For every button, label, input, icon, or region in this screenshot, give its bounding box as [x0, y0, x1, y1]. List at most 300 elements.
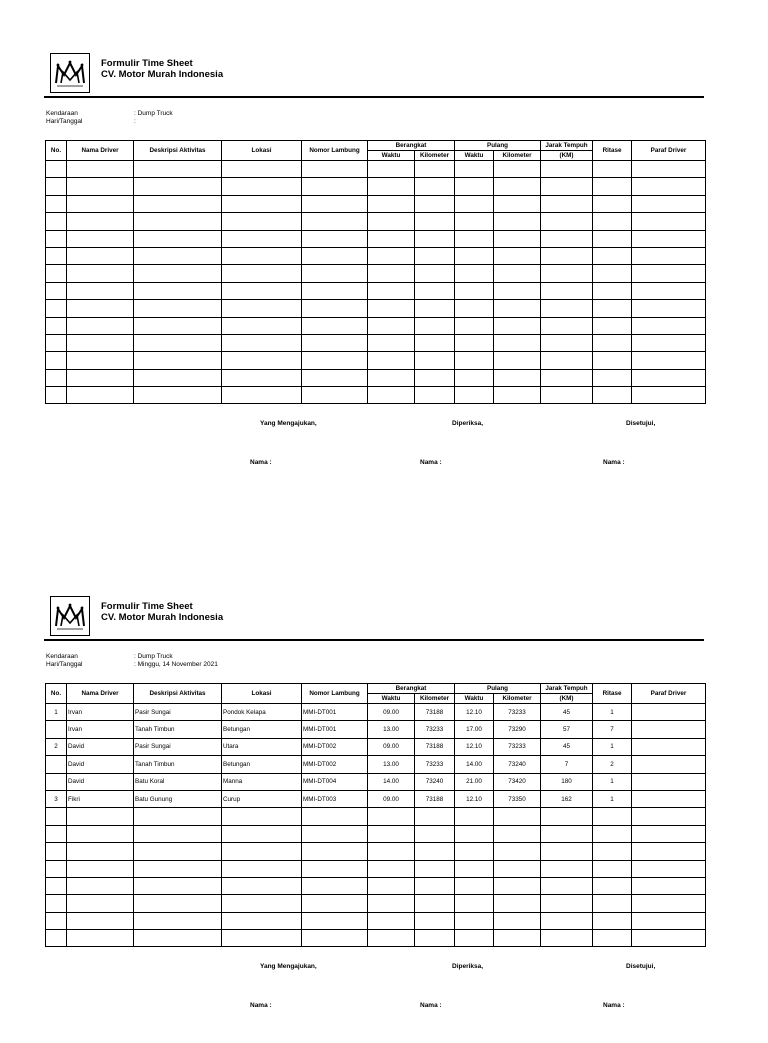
- cell-ritase: 1: [593, 773, 632, 790]
- cell-driver-signature: [632, 247, 706, 264]
- cell-departure-km: [415, 352, 455, 369]
- cell-departure-time: [368, 895, 415, 912]
- cell-driver: Fikri: [67, 790, 134, 807]
- cell-departure-km: [415, 178, 455, 195]
- cell-departure-time: [368, 195, 415, 212]
- header-return-km: Kilometer: [494, 694, 541, 704]
- cell-no: [46, 895, 67, 912]
- cell-departure-km: [415, 317, 455, 334]
- company-logo: [50, 53, 90, 93]
- table-row: [46, 877, 706, 894]
- timesheet-table: [45, 140, 706, 404]
- header-driver: Nama Driver: [67, 684, 134, 704]
- cell-ritase: [593, 334, 632, 351]
- cell-return-km: [494, 860, 541, 877]
- cell-location: [222, 369, 302, 386]
- cell-no: [46, 877, 67, 894]
- checker-name-field: Nama :: [420, 459, 442, 466]
- cell-description: [134, 213, 222, 230]
- form-title-block: [101, 58, 223, 80]
- cell-departure-time: [368, 860, 415, 877]
- header-no: No.: [46, 684, 67, 704]
- cell-description: [134, 178, 222, 195]
- cell-departure-km: [415, 843, 455, 860]
- cell-departure-time: [368, 808, 415, 825]
- company-name: CV. Motor Murah Indonesia: [101, 612, 224, 623]
- timesheet-body: [46, 161, 706, 404]
- cell-ritase: [593, 808, 632, 825]
- cell-location: [222, 317, 302, 334]
- cell-ritase: [593, 265, 632, 282]
- cell-return-km: [494, 265, 541, 282]
- cell-ritase: [593, 195, 632, 212]
- cell-return-time: [455, 895, 494, 912]
- cell-hull-number: [302, 930, 368, 947]
- cell-location: [222, 860, 302, 877]
- header-return: Pulang: [455, 141, 541, 151]
- header-location: Lokasi: [222, 684, 302, 704]
- timesheet-form-filled: [0, 543, 768, 1043]
- cell-return-km: [494, 230, 541, 247]
- cell-distance: [541, 300, 593, 317]
- cell-no: [46, 387, 67, 404]
- cell-departure-time: [368, 825, 415, 842]
- cell-hull-number: [302, 808, 368, 825]
- cell-ritase: [593, 387, 632, 404]
- cell-hull-number: [302, 352, 368, 369]
- cell-driver-signature: [632, 230, 706, 247]
- cell-driver-signature: [632, 265, 706, 282]
- cell-return-time: [455, 247, 494, 264]
- cell-departure-time: [368, 369, 415, 386]
- cell-ritase: [593, 317, 632, 334]
- cell-departure-time: [368, 213, 415, 230]
- cell-distance: [541, 930, 593, 947]
- cell-driver: [67, 195, 134, 212]
- cell-departure-time: [368, 843, 415, 860]
- cell-driver-signature: [632, 825, 706, 842]
- cell-return-km: [494, 808, 541, 825]
- cell-departure-time: [368, 265, 415, 282]
- vehicle-value: : Dump Truck: [134, 653, 173, 660]
- approver-name-field: Nama :: [603, 1002, 625, 1009]
- signature-approver: Disetujui,: [626, 963, 656, 970]
- cell-driver-signature: [632, 300, 706, 317]
- cell-driver: [67, 352, 134, 369]
- cell-driver: [67, 334, 134, 351]
- signature-submitter: Yang Mengajukan,: [260, 420, 317, 427]
- cell-no: [46, 195, 67, 212]
- cell-distance: 57: [541, 721, 593, 738]
- cell-return-km: [494, 387, 541, 404]
- cell-departure-time: 09.00: [368, 790, 415, 807]
- cell-description: [134, 230, 222, 247]
- table-row: [46, 756, 706, 773]
- cell-hull-number: MMI-DT001: [302, 721, 368, 738]
- form-meta: [46, 653, 218, 669]
- crown-mm-icon: [51, 597, 89, 635]
- cell-return-time: 21.00: [455, 773, 494, 790]
- cell-location: Betungan: [222, 721, 302, 738]
- cell-driver-signature: [632, 860, 706, 877]
- cell-ritase: 1: [593, 738, 632, 755]
- cell-description: [134, 300, 222, 317]
- cell-ritase: [593, 161, 632, 178]
- cell-return-km: [494, 930, 541, 947]
- cell-location: [222, 213, 302, 230]
- cell-distance: [541, 317, 593, 334]
- cell-hull-number: [302, 195, 368, 212]
- cell-distance: 45: [541, 704, 593, 721]
- cell-ritase: [593, 282, 632, 299]
- cell-driver-signature: [632, 721, 706, 738]
- cell-driver-signature: [632, 895, 706, 912]
- header-return-time: Waktu: [455, 694, 494, 704]
- cell-driver: [67, 230, 134, 247]
- header-departure-time: Waktu: [368, 694, 415, 704]
- cell-driver-signature: [632, 195, 706, 212]
- table-row: [46, 369, 706, 386]
- cell-return-time: [455, 843, 494, 860]
- cell-return-km: [494, 334, 541, 351]
- cell-distance: [541, 808, 593, 825]
- cell-departure-time: [368, 300, 415, 317]
- cell-hull-number: [302, 161, 368, 178]
- cell-departure-km: [415, 825, 455, 842]
- signature-approver: Disetujui,: [626, 420, 656, 427]
- cell-distance: [541, 912, 593, 929]
- cell-no: [46, 721, 67, 738]
- header-divider: [44, 96, 704, 98]
- cell-description: Pasir Sungai: [134, 738, 222, 755]
- cell-description: [134, 843, 222, 860]
- vehicle-label: Kendaraan: [46, 110, 78, 117]
- table-row: [46, 282, 706, 299]
- cell-description: Pasir Sungai: [134, 704, 222, 721]
- cell-return-time: [455, 213, 494, 230]
- table-row: [46, 773, 706, 790]
- cell-location: [222, 265, 302, 282]
- table-row: [46, 808, 706, 825]
- cell-departure-km: [415, 161, 455, 178]
- cell-distance: [541, 387, 593, 404]
- cell-return-time: [455, 860, 494, 877]
- cell-driver: [67, 877, 134, 894]
- cell-return-km: [494, 825, 541, 842]
- header-departure-km: Kilometer: [415, 694, 455, 704]
- cell-return-km: 73233: [494, 738, 541, 755]
- cell-return-time: 12.10: [455, 704, 494, 721]
- header-return-km: Kilometer: [494, 151, 541, 161]
- cell-departure-time: 09.00: [368, 738, 415, 755]
- cell-departure-km: [415, 265, 455, 282]
- cell-description: [134, 282, 222, 299]
- cell-location: [222, 825, 302, 842]
- cell-distance: [541, 825, 593, 842]
- cell-driver: [67, 860, 134, 877]
- header-driver-signature: Paraf Driver: [632, 141, 706, 161]
- cell-location: [222, 843, 302, 860]
- cell-return-time: [455, 912, 494, 929]
- cell-departure-km: 73233: [415, 756, 455, 773]
- table-row: [46, 178, 706, 195]
- cell-departure-time: [368, 247, 415, 264]
- crown-mm-icon: [51, 54, 89, 92]
- cell-no: 1: [46, 704, 67, 721]
- cell-hull-number: [302, 895, 368, 912]
- cell-driver-signature: [632, 704, 706, 721]
- cell-location: [222, 877, 302, 894]
- cell-return-km: [494, 912, 541, 929]
- cell-location: [222, 895, 302, 912]
- cell-departure-time: [368, 387, 415, 404]
- cell-driver-signature: [632, 161, 706, 178]
- cell-hull-number: [302, 282, 368, 299]
- table-row: [46, 721, 706, 738]
- table-row: [46, 300, 706, 317]
- cell-ritase: [593, 352, 632, 369]
- cell-no: [46, 247, 67, 264]
- cell-hull-number: [302, 877, 368, 894]
- table-row: [46, 912, 706, 929]
- cell-no: [46, 773, 67, 790]
- cell-departure-km: 73188: [415, 790, 455, 807]
- cell-driver: [67, 912, 134, 929]
- cell-return-km: 73350: [494, 790, 541, 807]
- timesheet-form-blank: [0, 0, 768, 500]
- header-return-time: Waktu: [455, 151, 494, 161]
- cell-return-km: [494, 877, 541, 894]
- header-hull-number: Nomor Lambung: [302, 141, 368, 161]
- cell-ritase: [593, 213, 632, 230]
- cell-distance: [541, 895, 593, 912]
- form-meta: [46, 110, 173, 126]
- cell-description: [134, 808, 222, 825]
- cell-departure-time: 09.00: [368, 704, 415, 721]
- cell-driver: [67, 178, 134, 195]
- cell-hull-number: [302, 300, 368, 317]
- cell-ritase: [593, 895, 632, 912]
- cell-hull-number: [302, 369, 368, 386]
- cell-return-time: [455, 178, 494, 195]
- cell-description: Batu Koral: [134, 773, 222, 790]
- table-row: [46, 704, 706, 721]
- signature-checker: Diperiksa,: [452, 963, 484, 970]
- cell-ritase: [593, 369, 632, 386]
- cell-ritase: [593, 860, 632, 877]
- cell-no: [46, 334, 67, 351]
- company-logo: [50, 596, 90, 636]
- cell-location: [222, 808, 302, 825]
- cell-departure-time: [368, 930, 415, 947]
- cell-description: [134, 877, 222, 894]
- cell-driver: David: [67, 773, 134, 790]
- date-value: : Minggu, 14 November 2021: [134, 661, 218, 668]
- cell-distance: [541, 282, 593, 299]
- header-ritase: Ritase: [593, 141, 632, 161]
- cell-hull-number: MMI-DT004: [302, 773, 368, 790]
- cell-distance: 7: [541, 756, 593, 773]
- table-row: [46, 387, 706, 404]
- table-row: [46, 265, 706, 282]
- header-location: Lokasi: [222, 141, 302, 161]
- cell-departure-time: [368, 282, 415, 299]
- cell-driver: [67, 247, 134, 264]
- cell-departure-time: [368, 912, 415, 929]
- cell-no: [46, 808, 67, 825]
- cell-distance: [541, 213, 593, 230]
- cell-return-km: [494, 300, 541, 317]
- table-row: [46, 825, 706, 842]
- cell-return-time: [455, 808, 494, 825]
- cell-driver-signature: [632, 352, 706, 369]
- cell-driver: [67, 213, 134, 230]
- cell-hull-number: [302, 317, 368, 334]
- cell-return-km: 73233: [494, 704, 541, 721]
- cell-location: [222, 230, 302, 247]
- table-row: [46, 213, 706, 230]
- cell-hull-number: [302, 843, 368, 860]
- header-description: Deskripsi Aktivitas: [134, 141, 222, 161]
- cell-description: [134, 195, 222, 212]
- date-label: Hari/Tanggal: [46, 661, 83, 668]
- cell-no: [46, 300, 67, 317]
- header-no: No.: [46, 141, 67, 161]
- cell-ritase: 1: [593, 790, 632, 807]
- cell-distance: [541, 195, 593, 212]
- cell-return-km: 73240: [494, 756, 541, 773]
- form-title-block: [101, 601, 223, 623]
- cell-location: [222, 387, 302, 404]
- cell-return-km: 73290: [494, 721, 541, 738]
- cell-return-km: [494, 247, 541, 264]
- cell-driver: [67, 282, 134, 299]
- table-row: [46, 930, 706, 947]
- cell-location: [222, 352, 302, 369]
- header-distance: Jarak Tempuh: [541, 141, 593, 151]
- form-title: Formulir Time Sheet: [101, 58, 193, 69]
- cell-no: [46, 930, 67, 947]
- cell-description: [134, 912, 222, 929]
- cell-return-time: 12.10: [455, 790, 494, 807]
- cell-departure-time: [368, 877, 415, 894]
- cell-departure-km: [415, 300, 455, 317]
- cell-hull-number: [302, 265, 368, 282]
- cell-no: [46, 860, 67, 877]
- cell-distance: [541, 877, 593, 894]
- cell-hull-number: [302, 825, 368, 842]
- cell-no: [46, 352, 67, 369]
- cell-return-km: 73420: [494, 773, 541, 790]
- cell-ritase: [593, 877, 632, 894]
- cell-departure-time: [368, 178, 415, 195]
- cell-driver-signature: [632, 773, 706, 790]
- header-driver: Nama Driver: [67, 141, 134, 161]
- cell-distance: [541, 843, 593, 860]
- table-row: [46, 352, 706, 369]
- cell-hull-number: [302, 178, 368, 195]
- cell-description: Batu Gunung: [134, 790, 222, 807]
- cell-driver-signature: [632, 317, 706, 334]
- cell-hull-number: MMI-DT002: [302, 738, 368, 755]
- cell-distance: [541, 178, 593, 195]
- cell-hull-number: MMI-DT003: [302, 790, 368, 807]
- date-label: Hari/Tanggal: [46, 118, 83, 125]
- checker-name-field: Nama :: [420, 1002, 442, 1009]
- table-row: [46, 230, 706, 247]
- cell-no: [46, 178, 67, 195]
- company-name: CV. Motor Murah Indonesia: [101, 69, 224, 80]
- cell-hull-number: [302, 213, 368, 230]
- cell-driver: David: [67, 738, 134, 755]
- cell-driver-signature: [632, 790, 706, 807]
- cell-return-time: 12.10: [455, 738, 494, 755]
- cell-driver: [67, 265, 134, 282]
- header-return: Pulang: [455, 684, 541, 694]
- header-departure-km: Kilometer: [415, 151, 455, 161]
- cell-hull-number: [302, 230, 368, 247]
- cell-location: Pondok Kelapa: [222, 704, 302, 721]
- cell-return-km: [494, 213, 541, 230]
- cell-description: [134, 895, 222, 912]
- cell-no: [46, 230, 67, 247]
- header-ritase: Ritase: [593, 684, 632, 704]
- timesheet-table: [45, 683, 706, 947]
- cell-ritase: [593, 930, 632, 947]
- cell-return-time: [455, 334, 494, 351]
- cell-departure-km: [415, 860, 455, 877]
- cell-return-time: [455, 317, 494, 334]
- cell-hull-number: [302, 334, 368, 351]
- cell-driver-signature: [632, 808, 706, 825]
- cell-departure-time: [368, 334, 415, 351]
- cell-driver-signature: [632, 369, 706, 386]
- cell-location: [222, 282, 302, 299]
- cell-return-km: [494, 843, 541, 860]
- cell-hull-number: [302, 912, 368, 929]
- cell-return-time: [455, 282, 494, 299]
- cell-departure-time: [368, 352, 415, 369]
- cell-description: [134, 161, 222, 178]
- table-row: [46, 334, 706, 351]
- cell-driver-signature: [632, 738, 706, 755]
- cell-return-time: [455, 387, 494, 404]
- cell-location: Curup: [222, 790, 302, 807]
- cell-no: [46, 756, 67, 773]
- cell-departure-km: 73188: [415, 704, 455, 721]
- cell-no: [46, 369, 67, 386]
- header-driver-signature: Paraf Driver: [632, 684, 706, 704]
- cell-no: [46, 161, 67, 178]
- cell-ritase: [593, 247, 632, 264]
- header-distance-unit: (KM): [541, 694, 593, 704]
- cell-description: [134, 825, 222, 842]
- table-row: [46, 738, 706, 755]
- cell-hull-number: [302, 247, 368, 264]
- cell-driver: [67, 895, 134, 912]
- cell-no: [46, 213, 67, 230]
- header-description: Deskripsi Aktivitas: [134, 684, 222, 704]
- cell-hull-number: [302, 387, 368, 404]
- cell-return-time: [455, 161, 494, 178]
- cell-location: [222, 930, 302, 947]
- cell-ritase: 2: [593, 756, 632, 773]
- cell-ritase: [593, 912, 632, 929]
- cell-ritase: [593, 178, 632, 195]
- cell-location: [222, 334, 302, 351]
- cell-return-time: [455, 825, 494, 842]
- cell-driver-signature: [632, 843, 706, 860]
